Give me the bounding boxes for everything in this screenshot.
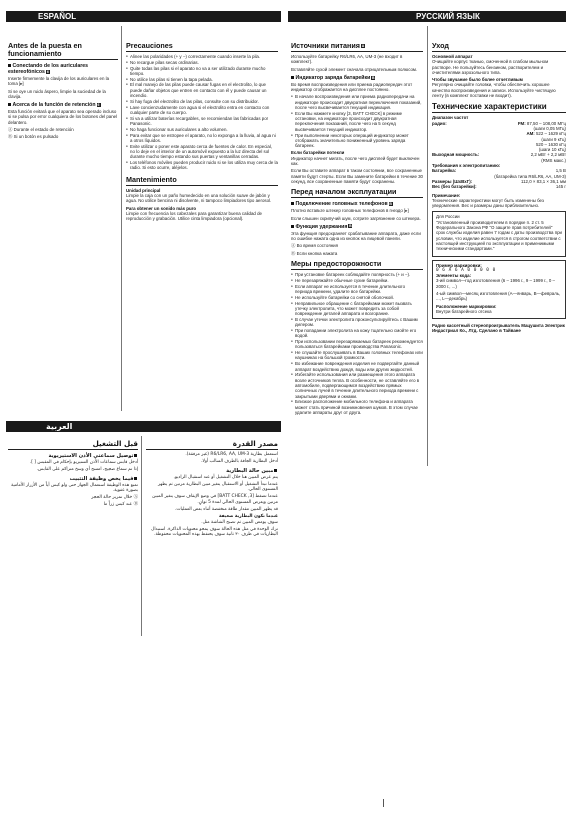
ru-marking-subheading: Элементы кода:: [436, 273, 472, 279]
ru-power-title: Источники питания A: [291, 42, 423, 52]
ru-spec-row: AM: 522 – 1629 кГц: [526, 131, 566, 137]
list-item: عندما تضغط [3, BATT CHECK] في وضع الإيقاف سوف يتغير المبين مرتين ويعرض المستوى الحالي لمدة 5 ثوانٍ.: [152, 494, 278, 505]
list-item: ● В случае утечки электролита проконсультируйтесь с Вашим дилером.: [291, 317, 423, 328]
list-item: ● При установке батареек соблюдайте полярность (+ и −).: [291, 272, 423, 277]
ru-marking-box: [432, 260, 566, 320]
square-bullet-icon: [134, 454, 137, 457]
figure-ref-badge: 6: [46, 69, 49, 74]
es-hold-text: Esta función evitará que el aparato sea operado incluso si se pulsa por error cualquiera de los botones del panel delantero.: [8, 109, 118, 125]
ru-operation-title: Перед началом эксплуатации: [291, 188, 423, 198]
ru-battery-indicator-heading: Индикатор заряда батарейки B: [291, 75, 423, 81]
list-item: ● Не используйте батарейки со снятой оболочкой.: [291, 295, 423, 300]
ru-note-title: Примечание:: [432, 192, 461, 198]
figure-ref-badge: B: [349, 224, 352, 229]
ar-column-left: [8, 440, 138, 510]
ar-hold-text: تمنع هذه الوظيفة استعمال الجهاز حتى ولو كبس أياً من الأزرار الأمامية بصورة عفوية.: [11, 482, 138, 493]
ru-marking-heading: Пример маркировки:: [436, 262, 482, 268]
list-item: ● No haga funcionar sus auriculares a alto volumen.: [126, 127, 278, 132]
square-bullet-icon: [134, 477, 137, 480]
ru-box-text: "Установленный производителем в порядке п. 2 ст. 5 Федерального Закона РФ "О защите прав потребителей" срок службы изделия равен 7 годам с даты производства при условии, что изделие используется в строгом соответствии с настоящей инструкцией по эксплуатации и применимыми техническими стандартами.": [436, 219, 562, 252]
ru-spec-row: радио: FM: 87,50 – 108,00 МГц: [432, 120, 566, 126]
es-maintenance-text: Limpie la caja con un paño humedecido en una solución suave de jabón y agua. No utilice bencina ni disolvente, ni tampoco limpiadores tipo aerosol.: [126, 193, 272, 204]
list-item: ● Quite todas las pilas si el aparato no va a ser utilizado durante mucho tiempo.: [126, 66, 278, 77]
ru-hold-text: Эта функция предохраняет срабатывание аппарата, даже если по ошибке нажата одна из кнопок на лицевой панели.: [291, 230, 421, 242]
list-item: ● При выполнении некоторых операций индикатор может отображать значительно пониженный уровень заряда батареек.: [291, 133, 423, 149]
square-bullet-icon: [291, 225, 294, 228]
list-item: ● Los teléfonos móviles pueden producir ruido si se los utiliza muy cerca de la radio. Si esto ocurre, aléjelos.: [126, 160, 278, 171]
ar-hold-option-2: Ⓑ عند كبس زراً ما: [103, 502, 138, 508]
list-item: ● Во избежание повреждения изделия не подвергайте данный аппарат воздействию дождя, воды или других жидкостей.: [291, 361, 423, 372]
figure-ref-badge: A: [361, 44, 365, 49]
list-item: ● Para evitar que se estropee el aparato, no lo exponga a la lluvia, al agua ni a otros líquidos.: [126, 133, 278, 144]
ru-freq-label: Диапазон частот: [432, 115, 469, 121]
figure-ref-badge: 6: [97, 102, 100, 107]
ru-headphones-note: Если слышен скрипучий шум, сотрите загрязнение со штекера.: [291, 215, 421, 221]
ar-weak-battery-text: سوف يومض المبين ثم تصبح الشاشة مثل.: [201, 519, 278, 525]
ru-spec-step: (батарейка типа R6/LR6, AA, UM-3): [494, 173, 566, 179]
ar-battery-indicator-text: يتم عرض المبين هنا خلال التشغيل أو عند استقبال الراديو.: [173, 474, 278, 480]
ru-battery-indicator-list: [291, 94, 423, 148]
ru-power-text: Используйте батарейку R6/LR6, AA, UM-3 (не входит в комплект).: [291, 54, 403, 65]
ru-specs-title: Технические характеристики: [432, 102, 566, 113]
ar-weak-battery-text-2: ترك الوحدة في مثل هذه الحالة سوف يمحو محتويات الذاكرة. استبدال البطاريات في ظرف ٣٠ ثانية سوف يحتفظ بهذه المحتويات محفوظة.: [151, 526, 278, 538]
ru-spec-row: Батарейка: 1,5 В: [432, 168, 566, 174]
column-divider: [141, 436, 142, 636]
list-item: ● Если Вы нажмете кнопку [3, BATT CHECK] в режиме остановки, на индикаторе происходит двукратная переключения показаний, после чего на 5 секунд высвечивается текущий индикатор.: [291, 111, 423, 132]
es-precautions-title: Precauciones: [126, 42, 278, 52]
es-headphones-heading: Conectando de los auriculares estereofónicos 6: [8, 63, 89, 75]
arabic-header-band: [6, 421, 281, 432]
ru-weak-battery-text-2: Если Вы оставите аппарат в таком состоянии, все сохраненные памяти будут стерты. Если Вы замените батарейки в течение 30 секунд, все сохраненные памяти будут сохранены.: [291, 168, 423, 184]
ru-marking-code: 0 6 А 6 А 0 0 0 0 0: [436, 267, 496, 273]
list-item: ● Alinee las polaridades (+ y −) correctamente cuando inserte la pila.: [126, 54, 278, 59]
ru-manufacturer: Радио кассетный стереопроигрыватель Мацушита Электрик Индастриал Ко., Лтд. Сделано в Тайване: [432, 323, 565, 334]
es-hold-option-1: Ⓐ Durante el estado de retención: [8, 127, 74, 133]
ar-power-text: استعمل بطارية R6/LR6, AA, UM-3 (غير مرفقة).: [185, 452, 278, 457]
list-item: ● Si va a utilizar baterías recargables, se recomiendan las fabricadas por Panasonic.: [126, 116, 278, 127]
ru-hold-option-1: Ⓐ Во время состояния: [291, 243, 338, 249]
ru-marking-subheading: Расположение маркировки:: [436, 303, 497, 309]
ru-box-heading: Для России: [436, 214, 460, 220]
list-item: ● Si hay fuga del electrolito de las pilas, consulte con su distribuidor.: [126, 99, 278, 104]
ru-precautions-list: [291, 272, 423, 415]
ru-weak-battery-text: Индикатор начнет мигать, после чего дисплей будет выключен как.: [291, 155, 420, 167]
list-item: ● В начале воспроизведения или приема радиопередачи на индикаторе происходит двукратная переключения показаний, после чего высвечивается текущий индикация.: [291, 94, 423, 110]
ru-hold-heading: Функция удержания B: [291, 224, 423, 230]
list-item: ● Если аппарат не используется в течение длительного периода времени, удалите все батарейки.: [291, 284, 423, 295]
ru-weak-battery-heading: Если батарейки потекли: [291, 150, 345, 156]
ru-spec-step: (шаги 0,05 МГц): [533, 125, 566, 131]
ru-headphones-text: Плотно вставьте штекер головных телефонов в гнездо [▸]: [291, 208, 409, 214]
ar-power-note: أدخل البطارية الجافة بالطرف السالب أولا.: [200, 459, 278, 465]
list-item: ● Избегайте использования или размещения этого аппарата возле источников тепла. В особенности, не оставляйте его в автомобиле, подвергающимся воздействию прямых солнечных лучей в течение длительного периода времени с закрытыми дверями и окнами.: [291, 372, 423, 398]
es-sound-subheading: Para obtener un sonido más puro: [126, 205, 197, 211]
ru-spec-row: Размеры (ШxВxГ): 112,0 × 83,1 × 36,1 мм: [432, 178, 566, 184]
ru-marking-text: 3-ий символ—год изготовления (6 – 1996 г., 9 – 1999 г., 0 – 2000 г., ...): [436, 278, 555, 289]
ar-battery-indicator-heading: مبين حالة البطارية: [146, 468, 278, 474]
es-maintenance-subheading: Unidad principal: [126, 187, 161, 193]
ru-spec-step: (RMS макс.): [541, 157, 566, 163]
ru-precautions-title: Меры предосторожности: [291, 260, 423, 270]
ar-headphones-text: أدخل قابس سماعات الأذن الستيريو بإحكام في المقبس [ ].: [29, 460, 138, 465]
ru-spec-step: (шаги 9 кГц): [541, 136, 566, 142]
ru-power-note: Вставляйте сухой элемент сначала отрицательным полюсом.: [291, 66, 418, 72]
ru-service-life-box: [432, 211, 566, 256]
list-item: ● El mal manejo de las pilas puede causar fugas en el electrolito, lo que puede dañar objetos que entren en contacto con él y puede causar un incendio.: [126, 82, 278, 98]
list-item: ● При попадании электролита на кожу тщательно смойте его водой.: [291, 328, 423, 339]
figure-ref-badge: B: [389, 201, 392, 206]
ru-spec-step: (шаги 10 кГц): [538, 147, 566, 153]
es-sound-text: Limpie con frecuencia los cabezales para garantizar buena calidad de reproducción y grabación. Utilice cinta limpiadora (opcional).: [126, 210, 262, 222]
es-section-title: Antes de la puesta en funcionamiento: [8, 42, 118, 60]
es-headphones-note: Si se oye un ruido áspero, limpie la suciedad de la clavija.: [8, 88, 106, 99]
ar-hold-heading: فيما يخص وظيفة التثبيت: [8, 476, 138, 482]
list-item: ● При использовании перезаряжаемых батареек рекомендуется пользоваться батарейками производства Panasonic.: [291, 339, 423, 350]
list-item: ● Близкое расположение мобильного телефона и аппарата может стать причиной возникновения шумов. В этом случае удалите аппараты друг от друга.: [291, 399, 423, 415]
list-item: ● No recargue pilas secas ordinarias.: [126, 60, 278, 65]
list-item: ● No utilice las pilas si tienen la tapa pelada.: [126, 77, 278, 82]
square-bullet-icon: [291, 76, 294, 79]
ru-column-left: [291, 42, 423, 416]
ru-care-title: Уход: [432, 42, 566, 52]
square-bullet-icon: [274, 469, 277, 472]
square-bullet-icon: [8, 103, 11, 106]
ar-hold-option-1: Ⓐ خلال تمرير حالة الحجز: [91, 495, 138, 501]
spanish-header-band: [6, 11, 281, 22]
ar-before-use-title: قبل التشغيل: [8, 440, 138, 450]
ru-spec-row: Выходная мощность: 2,2 мВт + 2,2 мВт: [432, 152, 566, 158]
spanish-header-label: ESPAÑOL: [38, 12, 77, 21]
ar-headphones-heading: توصيل سماعتي الأذن الاستيريوية: [8, 453, 138, 459]
ru-spec-value: 520 – 1630 кГц: [535, 141, 566, 147]
ru-spec-row: Вес (без батарейки): 145 г: [432, 184, 566, 190]
figure-ref-badge: B: [372, 75, 375, 80]
crop-mark: [383, 799, 384, 807]
es-hold-heading: Acerca de la función de retención 6: [8, 102, 118, 108]
es-headphones-text: Inserte firmemente la clavija de los auriculares en la toma [▸]: [8, 76, 110, 87]
russian-header-label: РУССКИЙ ЯЗЫК: [416, 12, 480, 21]
es-column-left: [8, 42, 118, 142]
ru-battery-indicator-text: Во время воспроизведения или приема радиопередач этот индикатор отображается на дисплее постоянно.: [291, 81, 413, 93]
ru-care-subheading: Основной аппарат: [432, 54, 473, 59]
es-maintenance-title: Mantenimiento: [126, 176, 278, 186]
ru-headphones-heading: Подключение головных телефонов B: [291, 201, 423, 207]
list-item: عندما تبدأ التشغيل أو الاستقبال يتغير مبين البطارية مرتين ثم يظهر المستوى الحالي.: [157, 481, 278, 493]
square-bullet-icon: [8, 64, 11, 67]
ru-hold-option-2: Ⓑ Если кнопка нажата: [291, 250, 338, 256]
ru-note-text: Технические характеристики могут быть изменены без уведомления. Вес и размеры даны приблизительно.: [432, 197, 544, 209]
ru-care-text: Очищайте корпус тканью, смоченной в слабом мыльном растворе. Не пользуйтесь бензином, растворителем и очистителями аэрозольного типа.: [432, 59, 549, 75]
arabic-header-label: العربية: [46, 422, 73, 431]
list-item: ● Не перезаряжайте обычные сухие батарейки.: [291, 278, 423, 283]
column-divider: [427, 26, 428, 466]
ru-marking-text: 4-ый символ—месяц изготовления (А—январь, В—февраль, ..., L—декабрь): [436, 290, 561, 302]
ru-marking-text: Внутри батарейного отсека: [436, 308, 492, 314]
list-item: قد يظهر المبين مقدار طاقة منخفضة أثناء بعض العمليات.: [174, 507, 278, 513]
ru-care-subheading-2: Чтобы звучание было более отчетливым: [432, 77, 523, 83]
list-item: ● Не слушайте прослушивать в Ваших головных телефонах или наушниках на большой громкости.: [291, 350, 423, 361]
russian-header-band: [288, 11, 566, 22]
square-bullet-icon: [291, 202, 294, 205]
ru-power-req-label: Требования к электропитанию:: [432, 163, 501, 169]
es-hold-option-2: Ⓑ Si un botón es pulsado: [8, 134, 59, 140]
list-item: ● Lave concienzudamente con agua si el electrolito entra en contacto con cualquier parte de su cuerpo.: [126, 105, 278, 116]
es-column-mid: [126, 42, 278, 224]
ar-headphones-note: إذا تم سماع ضجيج، امسح أي وسخ متراكم على القابس.: [36, 467, 138, 473]
ar-column-right: [146, 440, 278, 540]
ar-power-title: مصدر القدرة: [146, 440, 278, 450]
list-item: ● Evite utilizar o poner este aparato cerca de fuentes de calor. En especial, no lo deje en el interior de un automóvil expuesto a la luz directa del sol durante mucho tiempo estando sus puertas y ventanillas cerradas.: [126, 144, 278, 160]
ru-column-right: [432, 42, 566, 336]
ar-weak-battery-heading: عندما تكون البطارية ضعيفة: [218, 514, 278, 520]
list-item: ● Неправильное обращение с батарейками может вызвать утечку электролита, что может повредить за собой повреждение деталей аппарата и возгорание.: [291, 301, 423, 317]
es-precautions-list: [126, 54, 278, 171]
ru-care-text-2: Регулярно очищайте головки, чтобы обеспечить хорошее качество воспроизведения и записи. Используйте чистящую ленту (в комплект поставки не входит).: [432, 82, 556, 99]
column-divider: [121, 26, 122, 411]
